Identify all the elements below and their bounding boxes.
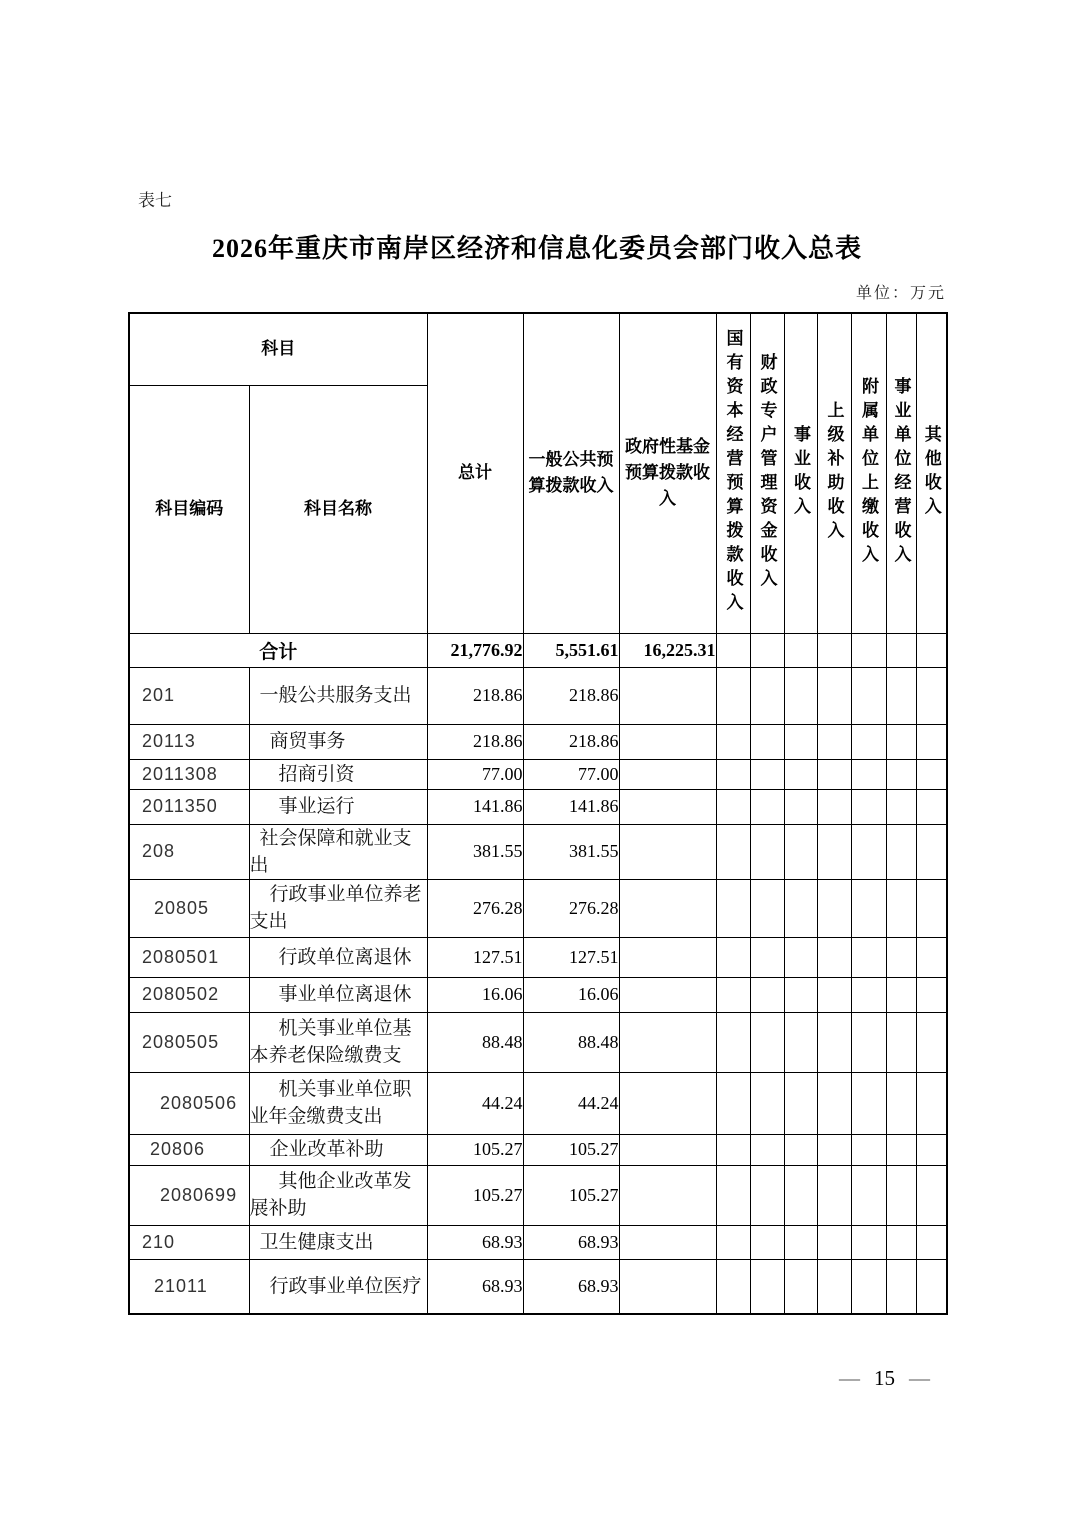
empty-cell [851,633,886,667]
other-income-column-header [916,313,947,633]
total-amount-cell: 105.27 [427,1134,523,1165]
total-amount-cell: 88.48 [427,1012,523,1072]
empty-cell [886,1165,916,1225]
empty-cell [851,1225,886,1259]
empty-cell [851,667,886,724]
empty-cell [851,759,886,789]
vertical-header-text: 事业收入 [791,425,810,522]
subject-name-cell: 行政事业单位养老支出 [249,879,427,937]
empty-cell [750,1165,784,1225]
table-header [129,313,947,633]
subject-code-cell: 208 [129,824,249,879]
general-amount-cell: 127.51 [523,937,619,977]
gov-fund-amount-cell [619,789,716,824]
empty-cell [916,1134,947,1165]
subject-code-cell: 2080501 [129,937,249,977]
empty-cell [750,667,784,724]
empty-cell [886,1259,916,1314]
table-row [129,937,947,977]
total-amount-cell: 127.51 [427,937,523,977]
gov-fund-amount-cell [619,667,716,724]
empty-cell [750,879,784,937]
empty-cell [916,1165,947,1225]
subject-name-cell: 社会保障和就业支出 [249,824,427,879]
empty-cell [916,1012,947,1072]
empty-cell [886,724,916,759]
fiscal-account-column-header [750,313,784,633]
empty-cell [716,937,750,977]
empty-cell [851,1259,886,1314]
empty-cell [886,1072,916,1134]
empty-cell [916,937,947,977]
empty-cell [716,1012,750,1072]
general-amount-cell: 68.93 [523,1259,619,1314]
gov-fund-amount-cell [619,824,716,879]
empty-cell [851,937,886,977]
empty-cell [784,759,817,789]
empty-cell [784,1134,817,1165]
vertical-header-text: 事业单位经营收入 [891,377,911,570]
empty-cell [784,633,817,667]
empty-cell [784,1259,817,1314]
empty-cell [886,759,916,789]
vertical-header-text: 国有资本经营预算拨款收入 [723,329,743,618]
empty-cell [916,759,947,789]
general-amount-cell: 105.27 [523,1165,619,1225]
general-amount-cell: 276.28 [523,879,619,937]
empty-cell [817,759,851,789]
total-amount-cell: 68.93 [427,1259,523,1314]
table-row [129,1259,947,1314]
subject-name-cell: 机关事业单位职业年金缴费支出 [249,1072,427,1134]
table-row [129,667,947,724]
empty-cell [851,977,886,1012]
empty-cell [817,1259,851,1314]
total-amount-cell: 16.06 [427,977,523,1012]
empty-cell [886,1012,916,1072]
empty-cell [750,1134,784,1165]
empty-cell [916,879,947,937]
empty-cell [716,633,750,667]
institution-income-column-header [784,313,817,633]
subject-code-cell: 2080506 [129,1072,249,1134]
empty-cell [817,1134,851,1165]
empty-cell [916,633,947,667]
unit-note: 单位：万元 [855,285,946,302]
empty-cell [716,724,750,759]
subject-code-cell: 21011 [129,1259,249,1314]
page-number-value: 15 [874,1366,895,1390]
page-title: 2026年重庆市南岸区经济和信息化委员会部门收入总表 [211,234,862,263]
total-column-header: 总计 [427,313,523,633]
operating-income-column-header [886,313,916,633]
general-amount-cell: 141.86 [523,789,619,824]
affiliated-unit-column-header [851,313,886,633]
table-row [129,879,947,937]
empty-cell [784,1165,817,1225]
empty-cell [886,937,916,977]
table-row [129,1225,947,1259]
vertical-header-text: 财政专户管理资金收入 [757,353,777,594]
empty-cell [750,1012,784,1072]
page-number-dash: — [909,1366,930,1390]
page-number-dash: — [839,1366,860,1390]
subject-code-cell: 2080699 [129,1165,249,1225]
total-amount-cell: 381.55 [427,824,523,879]
empty-cell [784,724,817,759]
empty-cell [886,879,916,937]
empty-cell [817,667,851,724]
vertical-header-text: 其他收入 [921,425,941,522]
table-body [129,633,947,1314]
subject-code-cell: 2011350 [129,789,249,824]
total-amount-cell: 21,776.92 [427,633,523,667]
subject-code-cell: 2011308 [129,759,249,789]
total-amount-cell: 105.27 [427,1165,523,1225]
subject-name-header: 科目名称 [249,385,427,633]
gov-fund-column-header: 政府性基金预算拨款收入 [619,313,716,633]
table-row [129,1165,947,1225]
empty-cell [817,1072,851,1134]
subject-name-cell: 事业运行 [249,789,427,824]
subject-name-cell: 招商引资 [249,759,427,789]
gov-fund-amount-cell [619,724,716,759]
empty-cell [886,824,916,879]
empty-cell [784,1012,817,1072]
empty-cell [750,1259,784,1314]
empty-cell [886,977,916,1012]
empty-cell [817,724,851,759]
total-amount-cell: 141.86 [427,789,523,824]
general-budget-column-header: 一般公共预算拨款收入 [523,313,619,633]
table-row [129,789,947,824]
empty-cell [851,824,886,879]
vertical-header-text: 附属单位上缴收入 [859,377,878,570]
page-number [128,1366,930,1391]
state-capital-column-header [716,313,750,633]
empty-cell [817,977,851,1012]
total-amount-cell: 218.86 [427,724,523,759]
subject-code-cell: 210 [129,1225,249,1259]
empty-cell [817,824,851,879]
empty-cell [784,937,817,977]
gov-fund-amount-cell [619,977,716,1012]
empty-cell [916,977,947,1012]
total-amount-cell: 276.28 [427,879,523,937]
general-amount-cell: 381.55 [523,824,619,879]
general-amount-cell: 44.24 [523,1072,619,1134]
table-row [129,977,947,1012]
subject-name-cell: 企业改革补助 [249,1134,427,1165]
total-amount-cell: 77.00 [427,759,523,789]
subject-name-cell: 机关事业单位基本养老保险缴费支 [249,1012,427,1072]
subject-code-cell: 2080502 [129,977,249,1012]
empty-cell [784,977,817,1012]
general-amount-cell: 16.06 [523,977,619,1012]
total-amount-cell: 68.93 [427,1225,523,1259]
income-table [128,312,948,1315]
general-amount-cell: 218.86 [523,724,619,759]
empty-cell [784,824,817,879]
empty-cell [916,1072,947,1134]
total-amount-cell: 218.86 [427,667,523,724]
empty-cell [916,1225,947,1259]
empty-cell [716,789,750,824]
subject-code-cell: 201 [129,667,249,724]
empty-cell [750,759,784,789]
empty-cell [916,724,947,759]
empty-cell [716,1134,750,1165]
empty-cell [851,879,886,937]
empty-cell [716,1165,750,1225]
table-row [129,759,947,789]
empty-cell [750,724,784,759]
empty-cell [750,633,784,667]
subject-code-cell: 20806 [129,1134,249,1165]
empty-cell [784,1072,817,1134]
empty-cell [851,1012,886,1072]
empty-cell [916,1259,947,1314]
empty-cell [784,1225,817,1259]
empty-cell [817,937,851,977]
empty-cell [716,824,750,879]
subject-code-header: 科目编码 [129,385,249,633]
table-row [129,724,947,759]
gov-fund-amount-cell [619,1012,716,1072]
subject-name-cell: 商贸事务 [249,724,427,759]
empty-cell [886,667,916,724]
empty-cell [750,1225,784,1259]
table-row [129,824,947,879]
superior-subsidy-column-header [817,313,851,633]
empty-cell [817,1225,851,1259]
empty-cell [750,824,784,879]
subject-name-cell: 行政事业单位医疗 [249,1259,427,1314]
gov-fund-amount-cell [619,1134,716,1165]
subject-code-cell: 20805 [129,879,249,937]
total-label-cell: 合计 [129,633,427,667]
subject-code-cell: 2080505 [129,1012,249,1072]
subject-name-cell: 行政单位离退休 [249,937,427,977]
empty-cell [750,789,784,824]
empty-cell [886,789,916,824]
empty-cell [851,1134,886,1165]
empty-cell [750,977,784,1012]
gov-fund-amount-cell [619,1165,716,1225]
general-amount-cell: 218.86 [523,667,619,724]
empty-cell [750,1072,784,1134]
empty-cell [851,1165,886,1225]
empty-cell [716,759,750,789]
empty-cell [716,1225,750,1259]
gov-fund-amount-cell [619,937,716,977]
empty-cell [916,824,947,879]
empty-cell [716,667,750,724]
general-amount-cell: 68.93 [523,1225,619,1259]
general-amount-cell: 88.48 [523,1012,619,1072]
empty-cell [916,667,947,724]
subject-name-cell: 其他企业改革发展补助 [249,1165,427,1225]
empty-cell [886,1134,916,1165]
subject-group-header: 科目 [129,313,427,385]
empty-cell [784,879,817,937]
empty-cell [886,633,916,667]
subject-code-cell: 20113 [129,724,249,759]
general-amount-cell: 105.27 [523,1134,619,1165]
empty-cell [916,789,947,824]
gov-fund-amount-cell [619,879,716,937]
empty-cell [851,1072,886,1134]
gov-fund-amount-cell [619,1072,716,1134]
empty-cell [784,789,817,824]
empty-cell [750,937,784,977]
total-amount-cell: 44.24 [427,1072,523,1134]
gov-fund-amount-cell [619,1259,716,1314]
total-row [129,633,947,667]
empty-cell [817,879,851,937]
empty-cell [716,1072,750,1134]
table-sequence-label: 表七 [138,191,172,210]
header-row-subject [129,313,947,385]
empty-cell [851,789,886,824]
subject-name-cell: 事业单位离退休 [249,977,427,1012]
subject-name-cell: 一般公共服务支出 [249,667,427,724]
empty-cell [716,1259,750,1314]
general-amount-cell: 5,551.61 [523,633,619,667]
gov-fund-amount-cell [619,1225,716,1259]
empty-cell [784,667,817,724]
table-row [129,1134,947,1165]
empty-cell [817,1012,851,1072]
table-row [129,1072,947,1134]
empty-cell [817,633,851,667]
gov-fund-amount-cell: 16,225.31 [619,633,716,667]
subject-name-cell: 卫生健康支出 [249,1225,427,1259]
empty-cell [817,789,851,824]
empty-cell [716,977,750,1012]
general-amount-cell: 77.00 [523,759,619,789]
gov-fund-amount-cell [619,759,716,789]
vertical-header-text: 上级补助收入 [824,401,844,546]
empty-cell [716,879,750,937]
empty-cell [817,1165,851,1225]
empty-cell [851,724,886,759]
empty-cell [886,1225,916,1259]
table-row [129,1012,947,1072]
